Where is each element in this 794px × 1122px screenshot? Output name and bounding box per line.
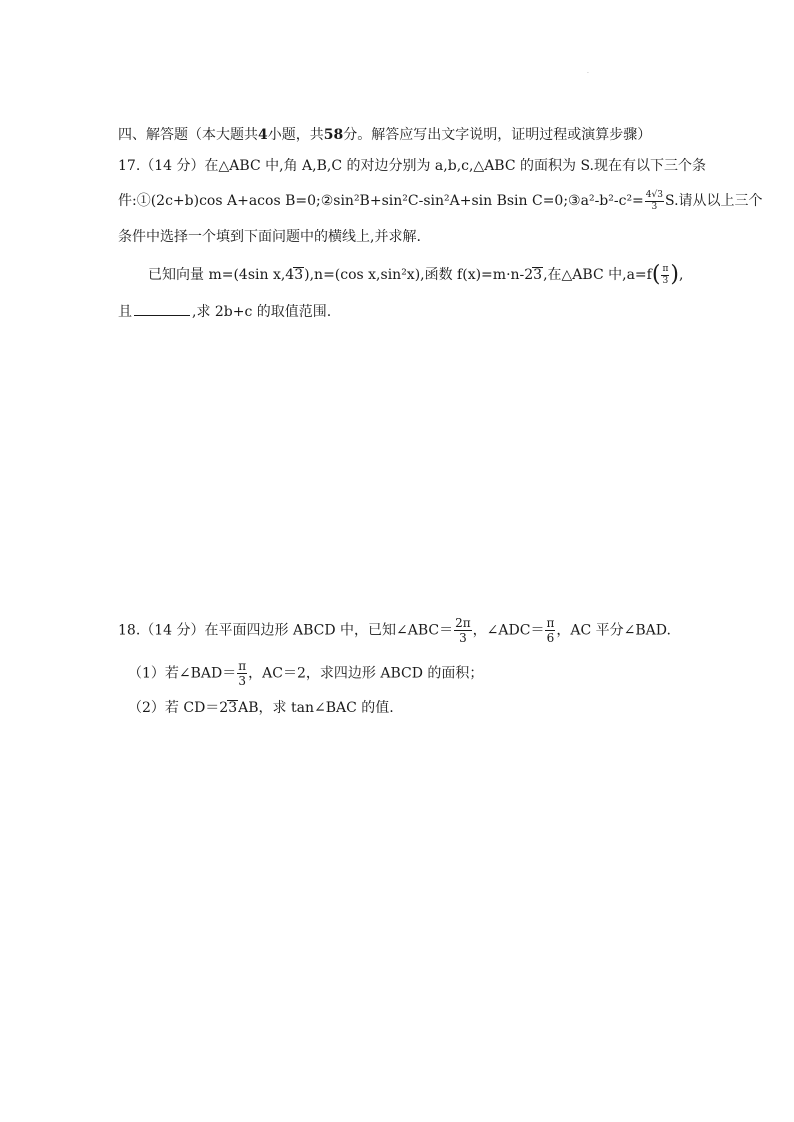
- q18-part-2: （2）若 CD＝23AB，求 tan∠BAC 的值.: [128, 700, 394, 716]
- sqrt-3-second: 3: [533, 267, 543, 283]
- q17-line-1: 17.（14 分）在△ABC 中,角 A,B,C 的对边分别为 a,b,c,△ABC 的面积为 S.现在有以下三个条: [118, 158, 707, 174]
- q17-line-4: 已知向量 m=(4sin x,43),n=(cos x,sin²x),函数 f(x)=m·n-23,在△ABC 中,a=f( $\frac{\pi}{3}$ ),: [148, 262, 684, 287]
- q17-number: 17.（14 分）: [118, 158, 205, 174]
- fraction-2pi-over-3: $\frac{2\pi}{3}$: [455, 616, 471, 645]
- q18-part-1: （1）若∠BAD＝ $\frac{\pi}{3}$ ，AC＝2，求四边形 ABCD 的面积；: [128, 659, 484, 688]
- fraction-4sqrt3-over-3: $\frac{4√3}{3}$: [645, 189, 663, 212]
- fraction-pi-over-3: $\frac{\pi}{3}$: [238, 659, 247, 688]
- q17-line-3: 条件中选择一个填到下面问题中的横线上,并求解.: [118, 229, 421, 245]
- q17-line-2: 件:①(2c+b)cos A+acos B=0;②sin²B+sin²C-sin²A+sin Bsin C=0;③a²-b²-c²= $\frac{4√3}{3}$ S.请从以上三个: [118, 189, 763, 212]
- sqrt-3: 3: [228, 700, 238, 716]
- q18-stem: 18.（14 分）在平面四边形 ABCD 中，已知∠ABC＝ $\frac{2\pi}{3}$ ，∠ADC＝ $\frac{\pi}{6}$ ，AC 平分∠BAD.: [118, 616, 671, 645]
- fraction-pi-over-6: $\frac{\pi}{6}$: [546, 616, 555, 645]
- section-heading: 四、解答题（本大题共4小题，共58分。解答应写出文字说明，证明过程或演算步骤）: [118, 127, 652, 143]
- sqrt-3: 3: [294, 267, 304, 283]
- q18-number: 18.（14 分）: [118, 622, 205, 639]
- q17-line-5: 且 ,求 2b+c 的取值范围.: [118, 301, 331, 323]
- fraction-pi-over-3: $\frac{\pi}{3}$: [662, 263, 669, 286]
- scan-speck: ·: [587, 70, 589, 77]
- answer-blank[interactable]: [134, 301, 190, 316]
